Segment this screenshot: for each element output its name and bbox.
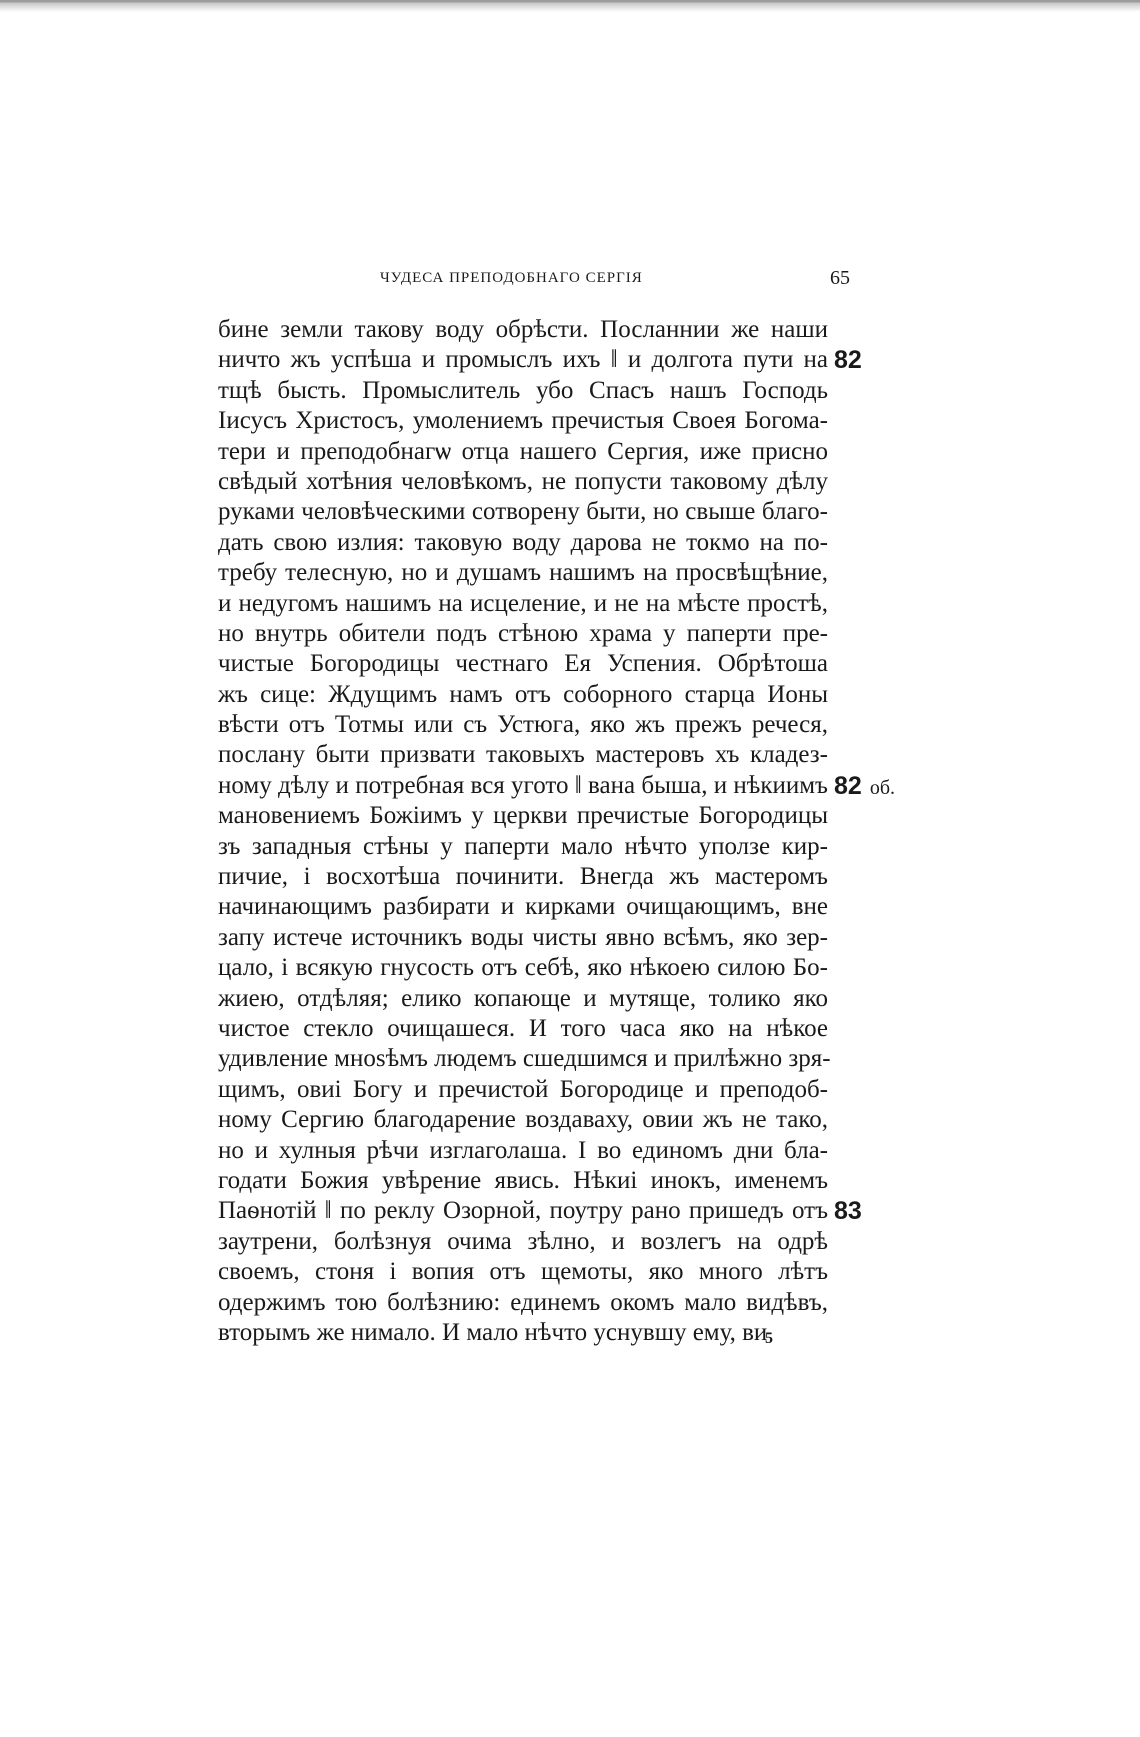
text-line-content: ничто жъ успѣша и промыслъ ихъ ‖ и долгота пути на: [218, 346, 828, 374]
folio-marker: [834, 1196, 862, 1226]
text-line: [218, 497, 838, 527]
text-line: [218, 771, 895, 801]
text-line-content: жъ сице: Ждущимъ намъ отъ соборного старца Ионы: [218, 680, 828, 708]
text-line-content: руками человѣческими сотворену быти, но свыше благо-: [218, 498, 828, 526]
text-line: [218, 1318, 838, 1348]
text-line-content: чистые Богородицы честнаго Ея Успения. Обрѣтоша: [218, 650, 828, 678]
text-line-content: Паѳнотій ‖ по реклу Озорной, поутру рано пришедъ отъ: [218, 1197, 828, 1225]
folio-marker: [834, 771, 895, 803]
text-line-content: послану быти призвати таковыхъ мастеровъ хъ кладез-: [218, 741, 828, 769]
page-header: [380, 267, 850, 294]
text-line: [218, 345, 862, 375]
text-line: [218, 1136, 838, 1166]
text-line: [218, 467, 838, 497]
text-line-content: своемъ, стоня і вопия отъ щемоты, яко много лѣтъ: [218, 1258, 828, 1286]
text-line: [218, 649, 838, 679]
text-line-content: и недугомъ нашимъ на исцеление, и не на мѣсте простѣ,: [218, 589, 828, 617]
text-line: [218, 984, 838, 1014]
text-line: [218, 619, 838, 649]
text-line: [218, 801, 838, 831]
text-line: [218, 862, 838, 892]
text-line: [218, 589, 838, 619]
text-line: [218, 437, 838, 467]
folio-marker-label: 82: [834, 771, 862, 800]
text-block: [218, 315, 895, 1348]
folio-marker-label: 82: [834, 346, 862, 375]
text-line-content: тери и преподобнагѡ отца нашего Сергия, иже присно: [218, 437, 828, 465]
text-line-content: тщѣ бысть. Промыслитель убо Спасъ нашъ Господь: [218, 376, 828, 404]
text-line-content: но и хулныя рѣчи изглаголаша. І во единомъ дни бла-: [218, 1136, 828, 1164]
text-line: [218, 740, 838, 770]
text-line: [218, 953, 838, 983]
text-line-content: чистое стекло очищашеся. И того часа яко на нѣкое: [218, 1014, 828, 1042]
text-line: [218, 1105, 838, 1135]
text-line: [218, 1227, 838, 1257]
text-line-content: но внутрь обители подъ стѣною храма у паперти пре-: [218, 619, 828, 647]
text-line: [218, 315, 838, 345]
text-line: [218, 376, 838, 406]
text-line-content: цало, і всякую гнусость отъ себѣ, яко нѣкоею силою Бо-: [218, 954, 828, 982]
text-line: [218, 558, 838, 588]
text-line: [218, 1257, 838, 1287]
text-line: [218, 1196, 862, 1226]
text-line-content: пичие, і восхотѣша починити. Внегда жъ мастеромъ: [218, 863, 828, 891]
text-line: [218, 832, 838, 862]
text-line-content: вѣсти отъ Тотмы или съ Устюга, яко жъ прежъ речеся,: [218, 711, 828, 739]
printer-signature: 5: [765, 1330, 773, 1347]
text-line-content: запу истече источникъ воды чисты явно всѣмъ, яко зер-: [218, 923, 828, 951]
text-line-content: мановениемъ Божіимъ у церкви пречистые Богородицы: [218, 802, 828, 830]
text-line-content: ному Сергию благодарение воздаваху, овии жъ не тако,: [218, 1106, 828, 1134]
text-line-content: вторымъ же нимало. И мало нѣчто уснувшу ему, ви: [218, 1318, 768, 1346]
scan-edge: [0, 0, 1140, 14]
text-line-content: свѣдый хотѣния человѣкомъ, не попусти таковому дѣлу: [218, 467, 828, 495]
text-line-content: одержимъ тою болѣзнию: единемъ окомъ мало видѣвъ,: [218, 1288, 828, 1316]
text-line-content: жиею, отдѣляя; елико копающе и мутяще, толико яко: [218, 984, 828, 1012]
text-line: [218, 406, 838, 436]
text-line-content: зъ западныя стѣны у паперти мало нѣчто уползе кир-: [218, 832, 828, 860]
text-line-content: годати Божия увѣрение явись. Нѣкиі инокъ, именемъ: [218, 1166, 828, 1194]
text-line-content: бине земли такову воду обрѣсти. Посланнии же наши: [218, 316, 828, 343]
text-line-content: дать свою излия: таковую воду дарова не токмо на по-: [218, 528, 828, 556]
text-line: [218, 892, 838, 922]
text-line-content: начинающимъ разбирати и кирками очищающимъ, вне: [218, 893, 828, 921]
text-line-content: щимъ, овиі Богу и пречистой Богородице и преподоб-: [218, 1075, 828, 1103]
text-line-content: ному дѣлу и потребная вся угото ‖ вана быша, и нѣкиимъ: [218, 771, 828, 799]
text-line: [218, 923, 838, 953]
folio-marker-label: 83: [834, 1197, 862, 1226]
text-line: [218, 528, 838, 558]
text-line: [218, 1166, 838, 1196]
text-line: [218, 1044, 838, 1074]
text-line-content: заутрени, болѣзнуя очима зѣлно, и возлегъ на одрѣ: [218, 1227, 828, 1255]
text-line-content: удивление мноѕѣмъ людемъ сшедшимся и прилѣжно зря-: [218, 1045, 831, 1073]
text-line-content: требу телесную, но и душамъ нашимъ на просвѣщѣние,: [218, 559, 828, 587]
folio-marker-suffix: об.: [869, 776, 895, 799]
text-line: [218, 1075, 838, 1105]
folio-marker: [834, 345, 862, 375]
text-line: [218, 1288, 838, 1318]
text-line: [218, 680, 838, 710]
text-line-content: Іисусъ Христосъ, умолениемъ пречистыя Своея Богома-: [218, 407, 828, 435]
text-line: [218, 1014, 838, 1044]
running-title: ЧУДЕСА ПРЕПОДОБНАГО СЕРГІЯ: [380, 270, 643, 286]
text-line: [218, 710, 838, 740]
page-number: 65: [830, 267, 850, 289]
